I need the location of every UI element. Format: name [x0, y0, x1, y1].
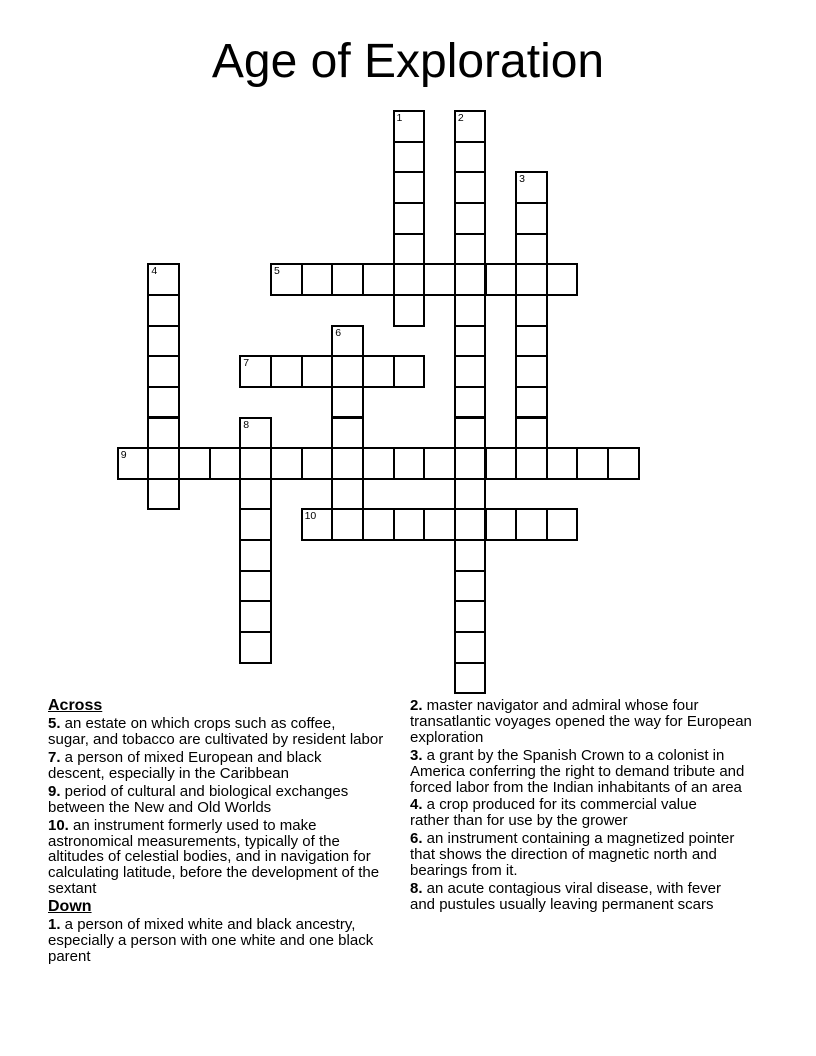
- grid-cell[interactable]: [454, 325, 487, 358]
- cell-number: 9: [120, 449, 127, 462]
- clue-4: 4. a crop produced for its commercial value rather than for use by the grower: [410, 796, 697, 830]
- puzzle-title: Age of Exploration: [211, 35, 605, 88]
- clue-number: 1.: [48, 916, 61, 934]
- grid-cell[interactable]: [393, 294, 426, 327]
- clue-number: 6.: [410, 830, 423, 848]
- cell-number: 5: [273, 265, 280, 278]
- grid-cell[interactable]: [454, 447, 487, 480]
- across-header: Across: [48, 697, 103, 714]
- grid-cell[interactable]: [454, 202, 487, 235]
- clue-number: 2.: [410, 697, 423, 714]
- grid-cell[interactable]: [147, 294, 180, 327]
- clue-8: 8. an acute contagious viral disease, with fever and pustules usually leaving permanent scars: [410, 879, 722, 913]
- grid-cell[interactable]: [393, 447, 426, 480]
- grid-cell[interactable]: [147, 263, 180, 296]
- clue-2: 2. master navigator and admiral whose four transatlantic voyages opened the way for European exploration: [410, 697, 752, 746]
- grid-cell[interactable]: [515, 171, 548, 204]
- grid-cell[interactable]: [147, 386, 180, 419]
- clue-5: 5. an estate on which crops such as coffee, sugar, and tobacco are cultivated by resident labor: [48, 715, 384, 749]
- grid-cell[interactable]: [515, 233, 548, 266]
- grid-cell[interactable]: [454, 263, 487, 296]
- grid-cell[interactable]: [239, 600, 272, 633]
- grid-cell[interactable]: [147, 325, 180, 358]
- grid-cell[interactable]: [485, 508, 518, 541]
- grid-cell[interactable]: [331, 508, 364, 541]
- grid-cell[interactable]: [362, 355, 395, 388]
- grid-cell[interactable]: [515, 355, 548, 388]
- grid-cell[interactable]: [454, 294, 487, 327]
- grid-cell[interactable]: [117, 447, 150, 480]
- grid-cell[interactable]: [147, 355, 180, 388]
- grid-cell[interactable]: [331, 417, 364, 450]
- grid-cell[interactable]: [546, 508, 579, 541]
- grid-cell[interactable]: [239, 417, 272, 450]
- grid-cell[interactable]: [331, 355, 364, 388]
- grid-cell[interactable]: [454, 570, 487, 603]
- grid-cell[interactable]: [301, 263, 334, 296]
- grid-cell[interactable]: [515, 386, 548, 419]
- grid-cell[interactable]: [454, 355, 487, 388]
- cell-number: 2: [457, 112, 464, 124]
- grid-cell[interactable]: [270, 263, 303, 296]
- cell-number: 1: [396, 112, 403, 124]
- clue-1: 1. a person of mixed white and black ancestry, especially a person with one white and one black parent: [48, 916, 374, 966]
- grid-cell[interactable]: [301, 447, 334, 480]
- clues-right-column: [410, 698, 752, 915]
- clue-number: 8.: [410, 879, 423, 897]
- clue-10: 10. an instrument formerly used to make astronomical measurements, typically of the altitudes of celestial bodies, and in navigation for calculating latitude, before the development of the sextant: [48, 816, 380, 898]
- grid-cell[interactable]: [485, 263, 518, 296]
- grid-cell[interactable]: [454, 141, 487, 174]
- grid-cell[interactable]: [270, 355, 303, 388]
- grid-cell[interactable]: [515, 447, 548, 480]
- grid-cell[interactable]: [454, 386, 487, 419]
- cell-number: 3: [519, 173, 525, 186]
- clue-number: 3.: [410, 746, 423, 764]
- grid-cell[interactable]: [485, 447, 518, 480]
- cell-number: 4: [151, 265, 158, 278]
- grid-cell[interactable]: [423, 447, 456, 480]
- grid-cell[interactable]: [362, 263, 395, 296]
- clue-6: 6. an instrument containing a magnetized pointer that shows the direction of magnetic north and bearings from it.: [410, 830, 735, 880]
- grid-cell[interactable]: [331, 325, 364, 358]
- grid-cell[interactable]: [546, 263, 579, 296]
- grid-cell[interactable]: [515, 508, 548, 541]
- grid-cell[interactable]: [239, 570, 272, 603]
- grid-cell[interactable]: [576, 447, 609, 480]
- grid-cell[interactable]: [393, 202, 426, 235]
- grid-cell[interactable]: [393, 263, 426, 296]
- grid-cell[interactable]: [147, 417, 180, 450]
- grid-cell[interactable]: [239, 355, 272, 388]
- grid-cell[interactable]: [393, 171, 426, 204]
- grid-cell[interactable]: [239, 508, 272, 541]
- cell-number: 6: [335, 326, 342, 339]
- cell-number: 8: [243, 418, 250, 431]
- grid-cell[interactable]: [454, 508, 487, 541]
- clues-left-column: [48, 698, 383, 967]
- grid-cell[interactable]: [454, 539, 487, 572]
- grid-cell[interactable]: [393, 141, 426, 174]
- grid-cell[interactable]: [515, 202, 548, 235]
- grid-cell[interactable]: [270, 447, 303, 480]
- grid-cell[interactable]: [147, 447, 180, 480]
- clue-7: 7. a person of mixed European and black descent, especially in the Caribbean: [48, 749, 322, 782]
- grid-cell[interactable]: [147, 478, 180, 511]
- cell-number: 10: [304, 510, 317, 523]
- down-header: Down: [48, 898, 92, 916]
- grid-cell[interactable]: [178, 447, 211, 480]
- grid-cell[interactable]: [239, 539, 272, 572]
- grid-cell[interactable]: [331, 478, 364, 511]
- grid-cell[interactable]: [515, 417, 548, 450]
- grid-cell[interactable]: [515, 294, 548, 327]
- grid-cell[interactable]: [393, 355, 426, 388]
- grid-cell[interactable]: [454, 110, 487, 143]
- grid-cell[interactable]: [454, 478, 487, 511]
- grid-cell[interactable]: [423, 508, 456, 541]
- clue-number: 9.: [48, 782, 61, 800]
- grid-cell[interactable]: [362, 447, 395, 480]
- grid-cell[interactable]: [239, 447, 272, 480]
- grid-cell[interactable]: [362, 508, 395, 541]
- grid-cell[interactable]: [239, 478, 272, 511]
- clue-3: 3. a grant by the Spanish Crown to a colonist in America conferring the right to demand tribute and forced labor from the Indian inhabitants of an area: [410, 746, 745, 796]
- clue-9: 9. period of cultural and biological exchanges between the New and Old Worlds: [48, 782, 349, 816]
- grid-cell[interactable]: [209, 447, 242, 480]
- clue-number: 7.: [48, 749, 61, 767]
- grid-cell[interactable]: [331, 263, 364, 296]
- grid-cell[interactable]: [331, 447, 364, 480]
- grid-cell[interactable]: [454, 417, 487, 450]
- grid-cell[interactable]: [393, 233, 426, 266]
- clue-number: 5.: [48, 715, 61, 733]
- grid-cell[interactable]: [301, 508, 334, 541]
- grid-cell[interactable]: [454, 233, 487, 266]
- grid-cell[interactable]: [331, 386, 364, 419]
- clue-number: 10.: [48, 816, 69, 834]
- grid-cell[interactable]: [423, 263, 456, 296]
- grid-cell[interactable]: [515, 325, 548, 358]
- grid-cell[interactable]: [515, 263, 548, 296]
- grid-cell[interactable]: [546, 447, 579, 480]
- clue-number: 4.: [410, 796, 423, 814]
- grid-cell[interactable]: [607, 447, 640, 480]
- cell-number: 7: [243, 357, 250, 370]
- grid-cell[interactable]: [393, 110, 426, 143]
- grid-cell[interactable]: [454, 662, 487, 695]
- grid-cell[interactable]: [454, 600, 487, 633]
- grid-cell[interactable]: [239, 631, 272, 664]
- grid-cell[interactable]: [454, 171, 487, 204]
- grid-cell[interactable]: [301, 355, 334, 388]
- grid-cell[interactable]: [393, 508, 426, 541]
- grid-cell[interactable]: [454, 631, 487, 664]
